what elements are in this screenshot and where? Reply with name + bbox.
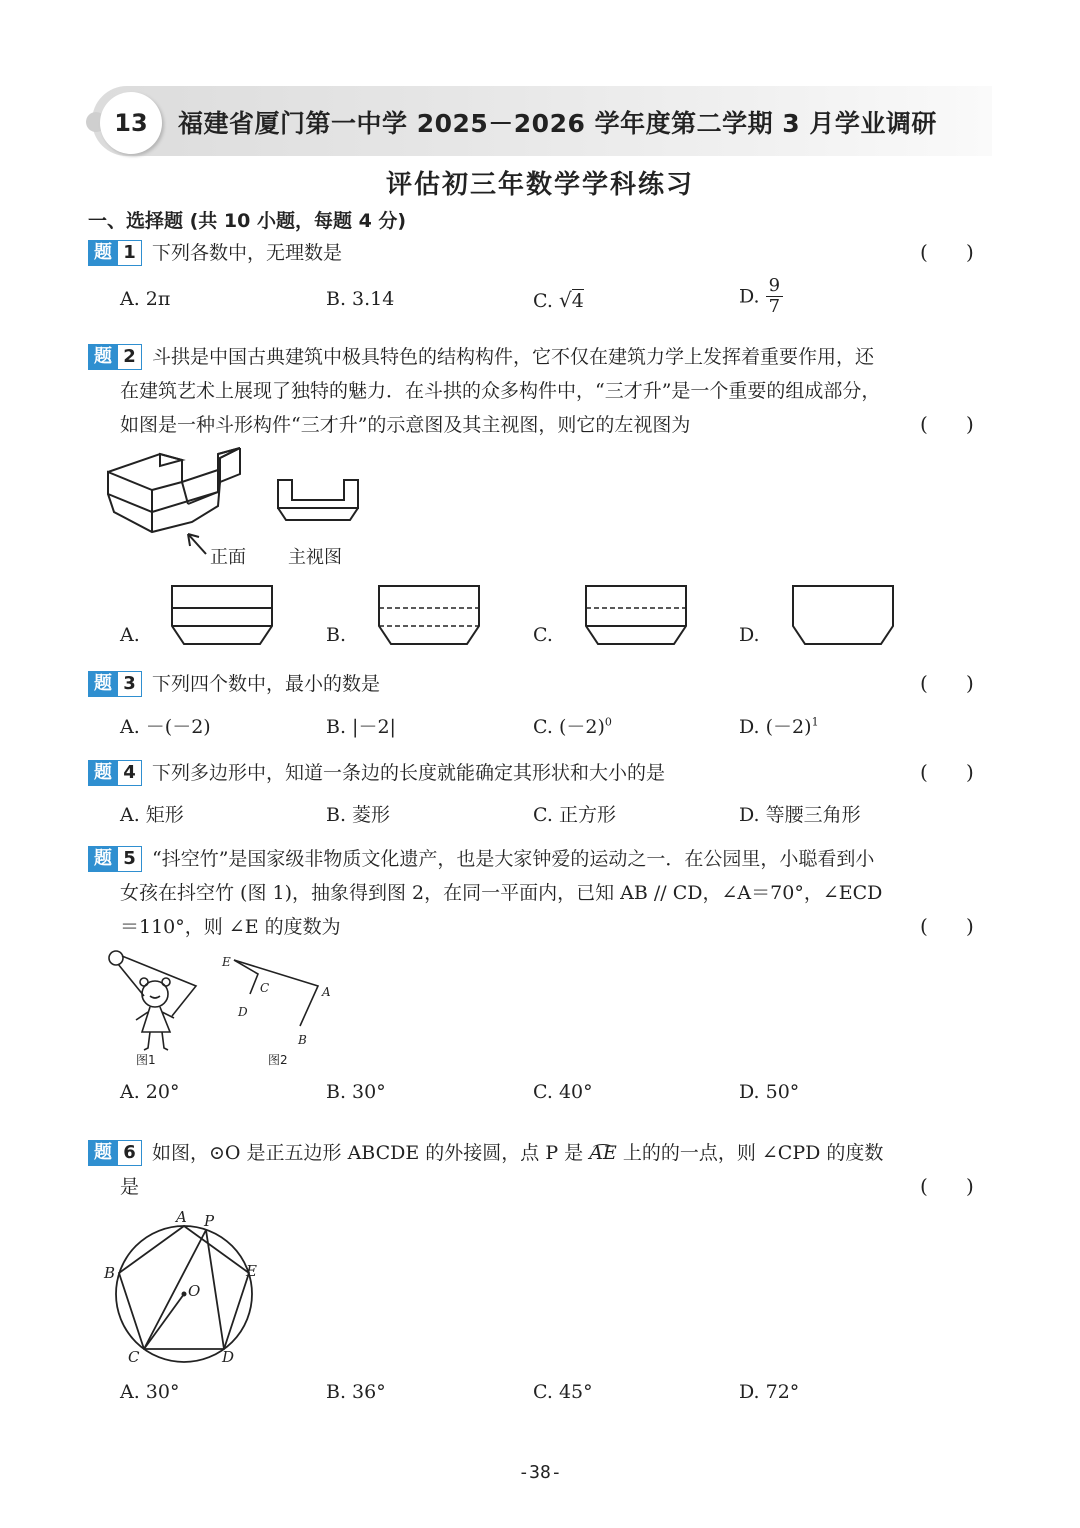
q2-option-b: B. bbox=[326, 624, 347, 646]
q5-answer-bracket: ( ) bbox=[920, 914, 974, 938]
q1-option-b: B. 3.14 bbox=[326, 288, 395, 310]
label-p: P bbox=[204, 1212, 215, 1230]
front-label: 正面 bbox=[210, 547, 246, 568]
q3-option-a: A. －(－2) bbox=[120, 716, 211, 738]
q6-answer-bracket: ( ) bbox=[920, 1174, 974, 1198]
q4-option-b: B. 菱形 bbox=[326, 804, 391, 826]
girl-body bbox=[142, 1007, 170, 1032]
q5-option-d: D. 50° bbox=[739, 1081, 800, 1103]
question-tag-2: 题 2 bbox=[88, 344, 142, 370]
q4-option-a: A. 矩形 bbox=[120, 804, 184, 826]
q1-option-c: C. √4 bbox=[533, 288, 584, 312]
q5-text-line-2: 女孩在抖空竹 (图 1)，抽象得到图 2，在同一平面内，已知 AB // CD，∠A＝70°，∠ECD bbox=[120, 882, 883, 904]
q2-option-c: C. bbox=[533, 624, 553, 646]
question-tag-5: 题 5 bbox=[88, 846, 142, 872]
page-number: -38- bbox=[518, 1462, 562, 1483]
center-point bbox=[182, 1292, 187, 1297]
label-b: B bbox=[298, 1033, 307, 1047]
q5-option-c: C. 40° bbox=[533, 1081, 593, 1103]
solid-bottom bbox=[108, 482, 220, 532]
fig2-caption: 图2 bbox=[268, 1053, 288, 1067]
label-e: E bbox=[222, 955, 231, 969]
label-c: C bbox=[260, 981, 270, 995]
q6-text-line-2: 是 bbox=[120, 1176, 140, 1198]
question-tag-3: 题 3 bbox=[88, 671, 142, 697]
q1-text: 下列各数中，无理数是 bbox=[152, 242, 343, 264]
q1-option-d: D. $\frac{9}{7}$ bbox=[739, 276, 783, 317]
page-subtitle: 评估初三年数学学科练习 bbox=[385, 170, 694, 200]
solid-left-face bbox=[108, 472, 152, 512]
q3-option-c: C. $(-2)^0$ bbox=[533, 715, 612, 738]
question-tag-1: 题 1 bbox=[88, 240, 142, 266]
q5-option-a: A. 20° bbox=[120, 1081, 180, 1103]
q4-option-d: D. 等腰三角形 bbox=[739, 804, 861, 826]
question-tag-4: 题 4 bbox=[88, 760, 142, 786]
q2-option-d: D. bbox=[739, 624, 760, 646]
q4-text: 下列多边形中，知道一条边的长度就能确定其形状和大小的是 bbox=[152, 762, 666, 784]
q3-text: 下列四个数中，最小的数是 bbox=[152, 673, 381, 695]
section-title: 一、选择题 (共 10 小题，每题 4 分) bbox=[88, 210, 407, 232]
label-o: O bbox=[188, 1282, 201, 1300]
label-a: A bbox=[176, 1208, 187, 1226]
fig2-line-ecd bbox=[234, 960, 258, 994]
q3-option-b: B. |－2| bbox=[326, 716, 396, 738]
q4-answer-bracket: ( ) bbox=[920, 760, 974, 784]
q2-option-c-shape bbox=[584, 584, 688, 646]
q3-option-d: D. $(-2)^1$ bbox=[739, 715, 819, 738]
page-title: 福建省厦门第一中学 2025－2026 学年度第二学期 3 月学业调研 bbox=[178, 109, 937, 138]
q5-text-line-3: ＝110°，则 ∠E 的度数为 bbox=[120, 916, 341, 938]
q5-figure bbox=[100, 946, 340, 1072]
label-d: D bbox=[238, 1005, 248, 1019]
q2-option-b-shape bbox=[377, 584, 481, 646]
label-b: B bbox=[104, 1264, 116, 1282]
q5-option-b: B. 30° bbox=[326, 1081, 386, 1103]
radius-oc bbox=[144, 1294, 184, 1349]
q3-answer-bracket: ( ) bbox=[920, 671, 974, 695]
main-view-label: 主视图 bbox=[288, 547, 342, 568]
q6-option-a: A. 30° bbox=[120, 1381, 180, 1403]
q6-option-d: D. 72° bbox=[739, 1381, 800, 1403]
label-d: D bbox=[222, 1348, 235, 1366]
q6-figure bbox=[100, 1206, 270, 1366]
q6-text-line-1: 如图，⊙O 是正五边形 ABCDE 的外接圆，点 P 是 AE 上的的一点，则 ∠CPD 的度数 bbox=[152, 1142, 884, 1164]
q2-option-a: A. bbox=[120, 624, 140, 646]
diabolo bbox=[109, 951, 123, 965]
label-a: A bbox=[322, 985, 331, 999]
question-tag-6: 题 6 bbox=[88, 1140, 142, 1166]
label-c: C bbox=[128, 1348, 140, 1366]
q2-option-d-shape bbox=[791, 584, 895, 646]
header-number: 13 bbox=[114, 109, 148, 137]
main-view-top bbox=[278, 480, 358, 508]
q5-text-line-1: “抖空竹”是国家级非物质文化遗产，也是大家钟爱的运动之一．在公园里，小聪看到小 bbox=[152, 848, 875, 870]
q6-option-c: C. 45° bbox=[533, 1381, 593, 1403]
q2-text-line-3: 如图是一种斗形构件“三才升”的示意图及其主视图，则它的左视图为 bbox=[120, 414, 691, 436]
q2-text-line-1: 斗拱是中国古典建筑中极具特色的结构构件，它不仅在建筑力学上发挥着重要作用，还 bbox=[152, 346, 875, 368]
main-view-base bbox=[278, 508, 358, 520]
q2-figure bbox=[100, 446, 380, 576]
q2-text-line-2: 在建筑艺术上展现了独特的魅力．在斗拱的众多构件中，“三才升”是一个重要的组成部分， bbox=[120, 380, 881, 402]
q4-option-c: C. 正方形 bbox=[533, 804, 616, 826]
q6-option-b: B. 36° bbox=[326, 1381, 386, 1403]
q2-option-a-shape bbox=[170, 584, 274, 646]
label-e: E bbox=[246, 1262, 257, 1280]
q1-answer-bracket: ( ) bbox=[920, 240, 974, 264]
fig1-caption: 图1 bbox=[136, 1053, 156, 1067]
q2-answer-bracket: ( ) bbox=[920, 412, 974, 436]
q1-option-a: A. 2π bbox=[120, 288, 171, 310]
